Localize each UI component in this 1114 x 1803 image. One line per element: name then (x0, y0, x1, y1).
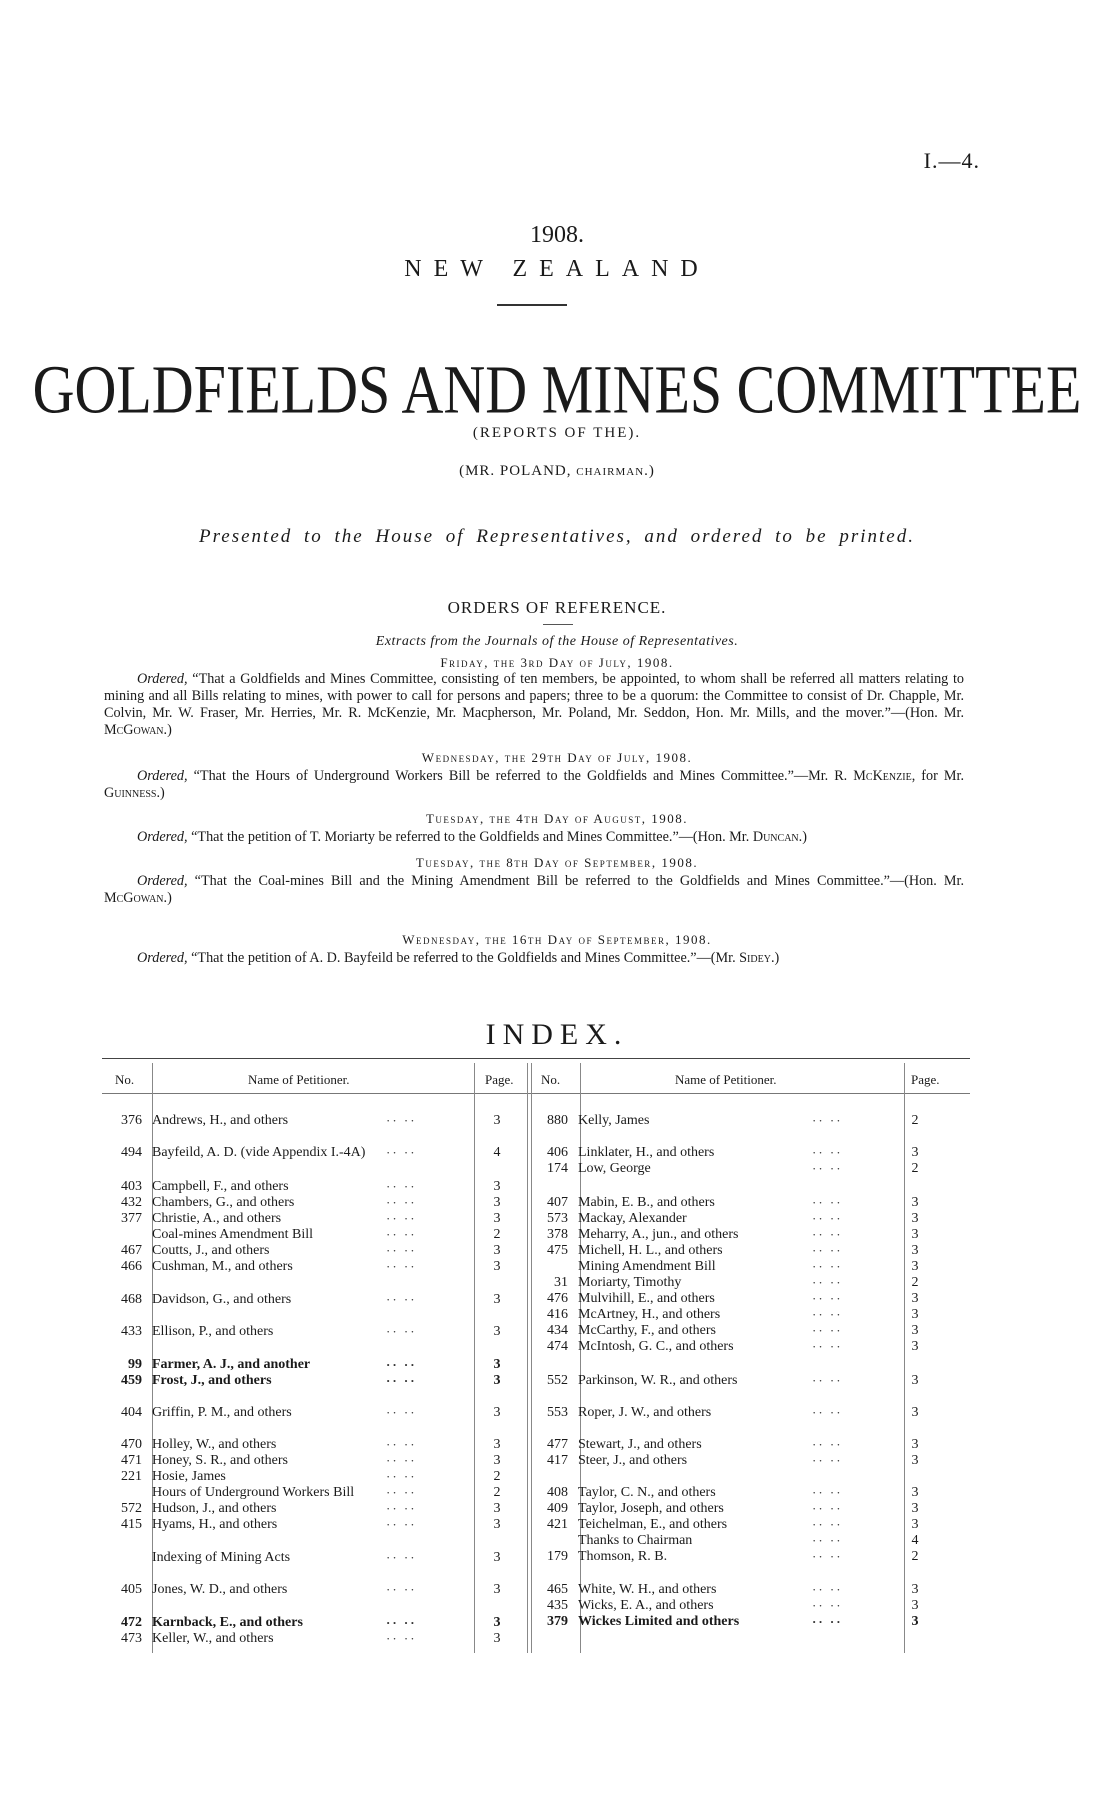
page-number: 2 (493, 1485, 501, 1500)
petitioner-name: Mackay, Alexander (578, 1211, 687, 1226)
leader-dots: ·· ·· (386, 1227, 417, 1242)
index-heading: INDEX. (485, 1018, 629, 1051)
index-row (530, 1195, 980, 1211)
page-reference: I.—4. (923, 148, 980, 173)
extracts-line: Extracts from the Journals of the House of Representatives. (375, 634, 739, 649)
petition-number: 407 (547, 1195, 568, 1210)
index-row (530, 1517, 980, 1533)
page-number: 3 (911, 1582, 919, 1597)
page-number: 3 (493, 1243, 501, 1258)
order-date: Wednesday, the 16th Day of September, 1908. (402, 932, 712, 947)
petition-number: 573 (547, 1211, 568, 1226)
index-row (104, 1469, 554, 1485)
leader-dots: ·· ·· (386, 1259, 417, 1274)
index-row (104, 1373, 554, 1389)
leader-dots: ·· ·· (812, 1485, 843, 1500)
page-number: 3 (493, 1324, 501, 1339)
index-row (530, 1259, 980, 1275)
index-row (530, 1437, 980, 1453)
order-paragraph (104, 873, 964, 907)
index-row (104, 1357, 554, 1373)
petition-number: 433 (121, 1324, 142, 1339)
leader-dots: ·· ·· (812, 1227, 843, 1242)
index-row (530, 1598, 980, 1614)
leader-dots: ·· ·· (812, 1549, 843, 1564)
petition-number: 99 (128, 1357, 142, 1372)
order-paragraph (104, 829, 964, 846)
petitioner-name: McArtney, H., and others (578, 1307, 721, 1322)
index-top-rule (102, 1058, 970, 1059)
leader-dots: ·· ·· (386, 1324, 417, 1339)
petitioner-name: Mulvihill, E., and others (578, 1291, 715, 1306)
page-number: 3 (493, 1631, 501, 1646)
divider (543, 624, 573, 625)
column-header-page: Page. (911, 1072, 940, 1087)
order-paragraph (104, 768, 964, 802)
order-date: Tuesday, the 4th Day of August, 1908. (425, 811, 689, 826)
petition-number: 467 (121, 1243, 142, 1258)
index-row (104, 1179, 554, 1195)
petitioner-name: Taylor, C. N., and others (578, 1485, 716, 1500)
ordered-label: Ordered, (137, 768, 188, 784)
petition-number: 408 (547, 1485, 568, 1500)
petitioner-name: Moriarty, Timothy (578, 1275, 682, 1290)
petition-number: 416 (547, 1307, 568, 1322)
petition-number: 379 (547, 1614, 568, 1629)
ordered-label: Ordered, (137, 873, 188, 889)
order-tail: .) (163, 890, 172, 906)
order-mover: Duncan (752, 829, 799, 845)
petition-number: 376 (121, 1113, 142, 1128)
leader-dots: ·· ·· (386, 1373, 417, 1388)
petitioner-name: Farmer, A. J., and another (152, 1357, 311, 1372)
leader-dots: ·· ·· (812, 1373, 843, 1388)
petition-number: 221 (121, 1469, 142, 1484)
leader-dots: ·· ·· (812, 1533, 843, 1548)
index-row (104, 1501, 554, 1517)
leader-dots: ·· ·· (386, 1211, 417, 1226)
petition-number: 477 (547, 1437, 568, 1452)
order-date: Wednesday, the 29th Day of July, 1908. (421, 750, 693, 765)
leader-dots: ·· ·· (812, 1453, 843, 1468)
order-text: “That a Goldfields and Mines Committee, consisting of ten members, be appointed, to whom shall be referred all matters relating to mining and all Bills relating to mines, with power to call for persons and papers; three to be a quorum: the Committee to consist of Dr. Chapple, Mr. Colvin, Mr. W. Fraser, Mr. Herries, Mr. R. McKenzie, Mr. Macpherson, Mr. Poland, Mr. Seddon, Hon. Mr. Mills, and the mover.”—(Hon. Mr. (104, 671, 964, 721)
index-row (104, 1405, 554, 1421)
page-number: 3 (493, 1517, 501, 1532)
leader-dots: ·· ·· (386, 1485, 417, 1500)
order-date: Tuesday, the 8th Day of September, 1908. (415, 855, 699, 870)
page-number: 3 (911, 1598, 919, 1613)
page-number: 3 (493, 1550, 501, 1565)
petition-number: 409 (547, 1501, 568, 1516)
leader-dots: ·· ·· (386, 1582, 417, 1597)
page-number: 3 (911, 1501, 919, 1516)
index-row (530, 1227, 980, 1243)
petition-number: 417 (547, 1453, 568, 1468)
petition-number: 378 (547, 1227, 568, 1242)
order-mover: Sidey (739, 950, 771, 966)
index-row (530, 1113, 980, 1129)
index-row (104, 1517, 554, 1533)
order-date: Friday, the 3rd Day of July, 1908. (440, 655, 674, 670)
page-number: 3 (493, 1195, 501, 1210)
page-number: 3 (911, 1614, 919, 1629)
page-number: 3 (493, 1437, 501, 1452)
leader-dots: ·· ·· (386, 1195, 417, 1210)
petitioner-name: Hudson, J., and others (152, 1501, 277, 1516)
index-row (104, 1631, 554, 1647)
index-row (104, 1324, 554, 1340)
page-number: 3 (911, 1485, 919, 1500)
page-number: 2 (911, 1161, 919, 1176)
order-paragraph (104, 671, 964, 739)
page-number: 3 (911, 1453, 919, 1468)
leader-dots: ·· ·· (812, 1145, 843, 1160)
page-number: 3 (493, 1501, 501, 1516)
year: 1908. (530, 222, 584, 248)
leader-dots: ·· ·· (812, 1291, 843, 1306)
petition-number: 435 (547, 1598, 568, 1613)
petitioner-name: Thomson, R. B. (578, 1549, 668, 1564)
page-number: 2 (911, 1549, 919, 1564)
leader-dots: ·· ·· (386, 1113, 417, 1128)
order-mover: McKenzie (853, 768, 912, 784)
index-row (104, 1195, 554, 1211)
index-row (104, 1211, 554, 1227)
petitioner-name: Kelly, James (578, 1113, 650, 1128)
page-number: 3 (493, 1211, 501, 1226)
leader-dots: ·· ·· (812, 1339, 843, 1354)
order-mover-2: Guinness (104, 785, 157, 801)
petitioner-name: Steer, J., and others (578, 1453, 688, 1468)
index-row (104, 1259, 554, 1275)
page-number: 3 (493, 1259, 501, 1274)
petitioner-name: Teichelman, E., and others (578, 1517, 728, 1532)
petition-number: 466 (121, 1259, 142, 1274)
petition-number: 471 (121, 1453, 142, 1468)
petitioner-name: Low, George (578, 1161, 651, 1176)
leader-dots: ·· ·· (812, 1582, 843, 1597)
column-header-name: Name of Petitioner. (675, 1072, 777, 1087)
leader-dots: ·· ·· (812, 1259, 843, 1274)
order-tail: .) (798, 829, 807, 845)
leader-dots: ·· ·· (812, 1614, 843, 1629)
index-row (530, 1405, 980, 1421)
petition-number: 465 (547, 1582, 568, 1597)
petitioner-name: Karnback, E., and others (152, 1615, 303, 1630)
petition-number: 377 (121, 1211, 142, 1226)
leader-dots: ·· ·· (812, 1307, 843, 1322)
petitioner-name: Hosie, James (152, 1469, 226, 1484)
index-row (104, 1243, 554, 1259)
chairman-line (0, 463, 1114, 480)
leader-dots: ·· ·· (812, 1598, 843, 1613)
document-title: GOLDFIELDS AND MINES COMMITTEE (32, 351, 1082, 428)
leader-dots: ·· ·· (812, 1161, 843, 1176)
petitioner-name: Mabin, E. B., and others (578, 1195, 715, 1210)
page-number: 2 (911, 1113, 919, 1128)
petition-number: 434 (547, 1323, 568, 1338)
chairman-suffix: .) (644, 463, 655, 479)
page-number: 4 (493, 1145, 501, 1160)
order-mover: McGowan (104, 722, 164, 738)
index-row (530, 1211, 980, 1227)
petition-number: 405 (121, 1582, 142, 1597)
index-row (104, 1582, 554, 1598)
petition-number: 494 (121, 1145, 142, 1160)
petitioner-name: Coal-mines Amendment Bill (152, 1227, 313, 1242)
index-row (530, 1275, 980, 1291)
petition-number: 406 (547, 1145, 568, 1160)
index-row (104, 1485, 554, 1501)
ordered-label: Ordered, (137, 950, 188, 966)
order-text: “That the petition of A. D. Bayfeild be referred to the Goldfields and Mines Committee.”—(Mr. (191, 950, 740, 966)
order-tail: , for Mr. (911, 768, 964, 784)
index-row (530, 1243, 980, 1259)
chairman-prefix: (MR. POLAND, (459, 463, 577, 479)
page-number: 3 (493, 1113, 501, 1128)
leader-dots: ·· ·· (812, 1243, 843, 1258)
country-heading: NEW ZEALAND (404, 256, 710, 282)
petition-number: 432 (121, 1195, 142, 1210)
petition-number: 552 (547, 1373, 568, 1388)
page-number: 2 (911, 1275, 919, 1290)
leader-dots: ·· ·· (386, 1631, 417, 1646)
page-number: 3 (493, 1405, 501, 1420)
petitioner-name: Stewart, J., and others (578, 1437, 702, 1452)
page-number: 2 (493, 1227, 501, 1242)
leader-dots: ·· ·· (386, 1179, 417, 1194)
petition-number: 572 (121, 1501, 142, 1516)
petitioner-name: Honey, S. R., and others (152, 1453, 288, 1468)
index-row (104, 1227, 554, 1243)
index-row (530, 1614, 980, 1630)
column-header-name: Name of Petitioner. (248, 1072, 350, 1087)
leader-dots: ·· ·· (812, 1437, 843, 1452)
petition-number: 473 (121, 1631, 142, 1646)
leader-dots: ·· ·· (386, 1517, 417, 1532)
index-row (530, 1161, 980, 1177)
leader-dots: ·· ·· (386, 1469, 417, 1484)
index-row (530, 1533, 980, 1549)
page-number: 3 (493, 1373, 501, 1388)
petition-number: 174 (547, 1161, 568, 1176)
order-text: “That the petition of T. Moriarty be referred to the Goldfields and Mines Committee.”—(Hon. Mr. (191, 829, 753, 845)
petitioner-name: Meharry, A., jun., and others (578, 1227, 739, 1242)
leader-dots: ·· ·· (812, 1517, 843, 1532)
petitioner-name: Wickes Limited and others (578, 1614, 740, 1629)
petitioner-name: Wicks, E. A., and others (578, 1598, 714, 1613)
leader-dots: ·· ·· (386, 1550, 417, 1565)
ordered-label: Ordered, (137, 671, 188, 687)
index-row (530, 1373, 980, 1389)
petitioner-name: Chambers, G., and others (152, 1195, 295, 1210)
petitioner-name: Keller, W., and others (152, 1631, 274, 1646)
index-row (530, 1501, 980, 1517)
petitioner-name: Coutts, J., and others (152, 1243, 270, 1258)
leader-dots: ·· ·· (812, 1275, 843, 1290)
index-row (104, 1615, 554, 1631)
index-row (530, 1145, 980, 1161)
leader-dots: ·· ·· (812, 1113, 843, 1128)
page-number: 3 (493, 1615, 501, 1630)
petitioner-name: Holley, W., and others (152, 1437, 277, 1452)
petition-number: 459 (121, 1373, 142, 1388)
petitioner-name: Taylor, Joseph, and others (578, 1501, 724, 1516)
petition-number: 470 (121, 1437, 142, 1452)
leader-dots: ·· ·· (812, 1501, 843, 1516)
petitioner-name: Parkinson, W. R., and others (578, 1373, 738, 1388)
petition-number: 179 (547, 1549, 568, 1564)
petitioner-name: Campbell, F., and others (152, 1179, 289, 1194)
leader-dots: ·· ·· (386, 1357, 417, 1372)
presented-line: Presented to the House of Representatives, and ordered to be printed. (198, 526, 915, 547)
index-row (530, 1453, 980, 1469)
petition-number: 468 (121, 1292, 142, 1307)
leader-dots: ·· ·· (386, 1243, 417, 1258)
petitioner-name: Griffin, P. M., and others (152, 1405, 292, 1420)
index-row (530, 1323, 980, 1339)
page-number: 3 (911, 1307, 919, 1322)
page-number: 3 (911, 1323, 919, 1338)
chairman-label: CHAIRMAN (576, 466, 645, 478)
document-subtitle: (REPORTS OF THE). (472, 425, 642, 441)
petitioner-name: McIntosh, G. C., and others (578, 1339, 734, 1354)
page-number: 3 (493, 1179, 501, 1194)
page-number: 3 (911, 1339, 919, 1354)
page-number: 3 (493, 1453, 501, 1468)
column-header-no: No. (115, 1072, 135, 1087)
order-tail-2: .) (156, 785, 165, 801)
page-number: 3 (911, 1373, 919, 1388)
page-number: 3 (911, 1259, 919, 1274)
order-mover: McGowan (104, 890, 164, 906)
column-header-no: No. (541, 1072, 561, 1087)
petition-number: 476 (547, 1291, 568, 1306)
order-text: “That the Hours of Underground Workers Bill be referred to the Goldfields and Mines Committee.”—Mr. R. (193, 768, 854, 784)
leader-dots: ·· ·· (812, 1195, 843, 1210)
petition-number: 880 (547, 1113, 568, 1128)
petitioner-name: White, W. H., and others (578, 1582, 717, 1597)
index-row (530, 1339, 980, 1355)
petitioner-name: Michell, H. L., and others (578, 1243, 723, 1258)
petitioner-name: Christie, A., and others (152, 1211, 282, 1226)
leader-dots: ·· ·· (812, 1211, 843, 1226)
index-row (104, 1437, 554, 1453)
page-number: 2 (493, 1469, 501, 1484)
leader-dots: ·· ·· (812, 1405, 843, 1420)
petitioner-name: Bayfeild, A. D. (vide Appendix I.-4A) (152, 1145, 366, 1160)
page-number: 3 (911, 1243, 919, 1258)
order-tail: .) (770, 950, 780, 966)
petition-number: 415 (121, 1517, 142, 1532)
orders-heading: ORDERS OF REFERENCE. (447, 598, 667, 617)
order-text: “That the Coal-mines Bill and the Mining Amendment Bill be referred to the Goldfields and Mines Committee.”—(Hon. Mr. (194, 873, 964, 889)
petitioner-name: McCarthy, F., and others (578, 1323, 716, 1338)
index-row (530, 1307, 980, 1323)
page-number: 3 (911, 1227, 919, 1242)
petitioner-name: Indexing of Mining Acts (152, 1550, 291, 1565)
petition-number: 403 (121, 1179, 142, 1194)
petitioner-name: Roper, J. W., and others (578, 1405, 712, 1420)
petitioner-name: Ellison, P., and others (152, 1324, 274, 1339)
petitioner-name: Cushman, M., and others (152, 1259, 293, 1274)
index-row (530, 1485, 980, 1501)
page-number: 3 (911, 1211, 919, 1226)
petitioner-name: Hyams, H., and others (152, 1517, 278, 1532)
petitioner-name: Thanks to Chairman (578, 1533, 693, 1548)
petition-number: 31 (554, 1275, 568, 1290)
leader-dots: ·· ·· (386, 1292, 417, 1307)
petitioner-name: Linklater, H., and others (578, 1145, 715, 1160)
petitioner-name: Frost, J., and others (152, 1373, 272, 1388)
page-number: 3 (493, 1357, 501, 1372)
index-row (104, 1113, 554, 1129)
page-number: 3 (911, 1291, 919, 1306)
leader-dots: ·· ·· (386, 1437, 417, 1452)
index-row (530, 1582, 980, 1598)
order-paragraph (104, 950, 964, 967)
index-row (104, 1453, 554, 1469)
petition-number: 404 (121, 1405, 142, 1420)
page-number: 3 (911, 1195, 919, 1210)
petition-number: 475 (547, 1243, 568, 1258)
leader-dots: ·· ·· (812, 1323, 843, 1338)
index-row (104, 1292, 554, 1308)
petition-number: 474 (547, 1339, 568, 1354)
petitioner-name: Jones, W. D., and others (152, 1582, 288, 1597)
ordered-label: Ordered, (137, 829, 188, 845)
petition-number: 553 (547, 1405, 568, 1420)
leader-dots: ·· ·· (386, 1145, 417, 1160)
leader-dots: ·· ·· (386, 1405, 417, 1420)
page-number: 3 (911, 1145, 919, 1160)
leader-dots: ·· ·· (386, 1615, 417, 1630)
petition-number: 472 (121, 1615, 142, 1630)
order-tail: .) (163, 722, 172, 738)
index-row (530, 1291, 980, 1307)
column-header-page: Page. (485, 1072, 514, 1087)
index-row (530, 1549, 980, 1565)
divider (497, 304, 567, 306)
petition-number: 421 (547, 1517, 568, 1532)
index-row (104, 1550, 554, 1566)
page-number: 3 (493, 1292, 501, 1307)
leader-dots: ·· ·· (386, 1453, 417, 1468)
leader-dots: ·· ·· (386, 1501, 417, 1516)
header-rule (102, 1093, 970, 1094)
page-number: 3 (911, 1405, 919, 1420)
page-number: 3 (493, 1582, 501, 1597)
petitioner-name: Hours of Underground Workers Bill (152, 1485, 355, 1500)
petitioner-name: Andrews, H., and others (152, 1113, 289, 1128)
petitioner-name: Mining Amendment Bill (578, 1259, 716, 1274)
page-number: 3 (911, 1437, 919, 1452)
page-number: 4 (911, 1533, 919, 1548)
page-number: 3 (911, 1517, 919, 1532)
petitioner-name: Davidson, G., and others (152, 1292, 292, 1307)
index-row (104, 1145, 554, 1161)
